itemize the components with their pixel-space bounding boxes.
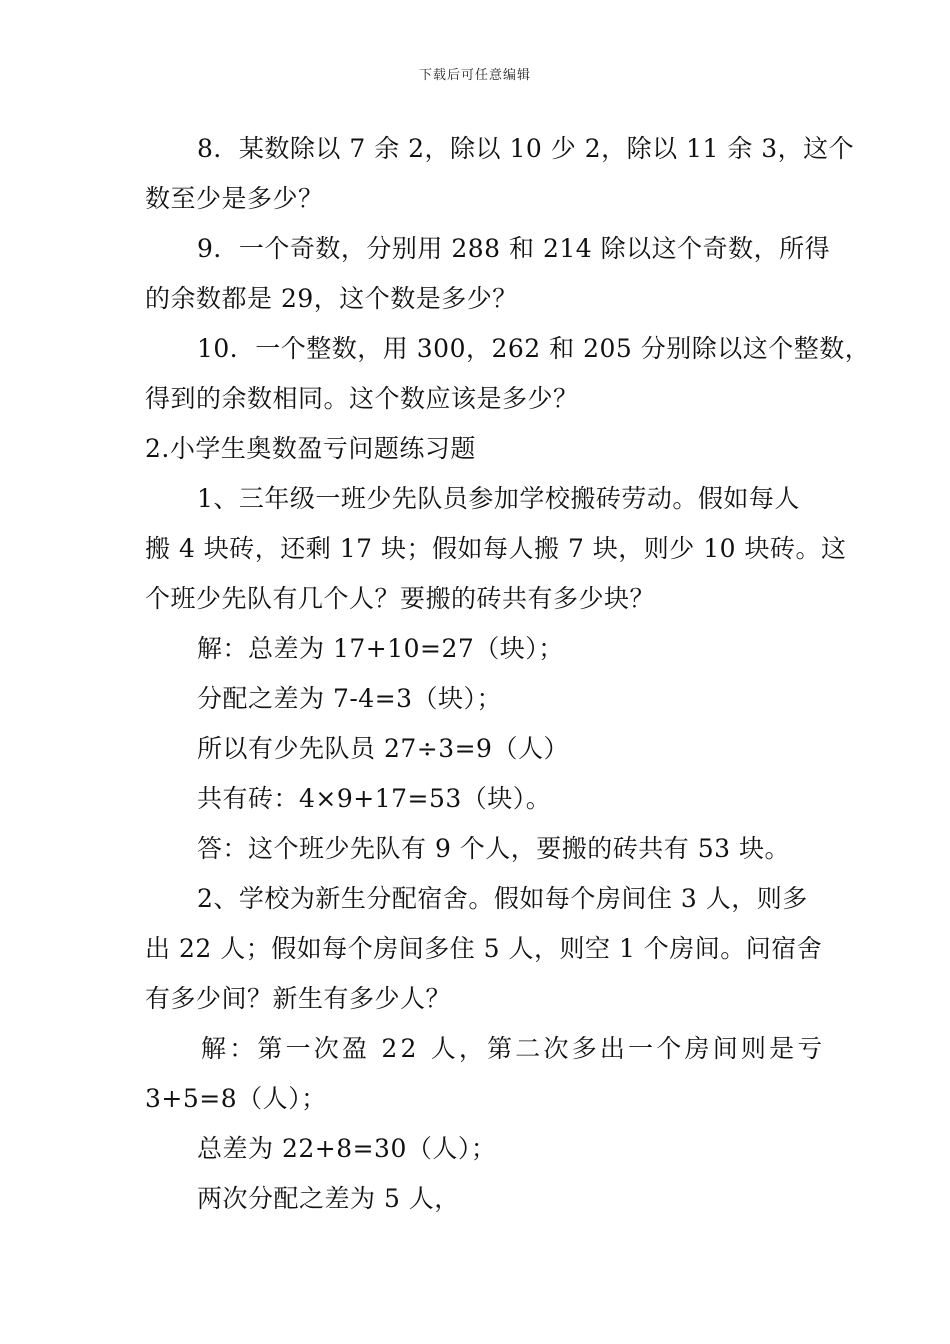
header-note: 下载后可任意编辑 [418, 68, 531, 83]
solution-2-step-1-cont: 3+5=8（人）； [145, 1084, 327, 1113]
question-2-line-3: 有多少间？新生有多少人？ [145, 984, 452, 1013]
solution-1-step-4: 共有砖：4×9+17=53（块）。 [197, 784, 552, 813]
solution-2-step-2: 总差为 22+8=30（人）； [197, 1134, 497, 1163]
question-2-line-1: 2、学校为新生分配宿舍。假如每个房间住 3 人，则多 [197, 884, 808, 913]
problem-10-line-2: 得到的余数相同。这个数应该是多少？ [145, 384, 579, 413]
question-2-line-2: 出 22 人；假如每个房间多住 5 人，则空 1 个房间。问宿舍 [145, 934, 823, 963]
question-1-line-3: 个班少先队有几个人？要搬的砖共有多少块？ [145, 584, 656, 613]
problem-8-line-1: 8．某数除以 7 余 2，除以 10 少 2，除以 11 余 3，这个 [197, 134, 855, 163]
problem-9-line-2: 的余数都是 29，这个数是多少？ [145, 284, 518, 313]
question-1-line-2: 搬 4 块砖，还剩 17 块；假如每人搬 7 块，则少 10 块砖。这 [145, 534, 847, 563]
problem-9-line-1: 9．一个奇数，分别用 288 和 214 除以这个奇数，所得 [197, 234, 831, 263]
answer-1: 答：这个班少先队有 9 个人，要搬的砖共有 53 块。 [197, 834, 791, 863]
solution-1-step-2: 分配之差为 7-4=3（块）； [197, 684, 503, 713]
question-1-line-1: 1、三年级一班少先队员参加学校搬砖劳动。假如每人 [197, 484, 800, 513]
section-heading: 2.小学生奥数盈亏问题练习题 [145, 434, 476, 463]
solution-2-step-3: 两次分配之差为 5 人， [197, 1184, 460, 1213]
solution-1-step-3: 所以有少先队员 27÷3=9（人） [197, 734, 569, 763]
solution-1-step-1: 解：总差为 17+10=27（块）； [197, 634, 564, 663]
document-body [145, 124, 871, 1224]
solution-2-step-1: 解：第一次盈 22 人，第二次多出一个房间则是亏 [201, 1034, 826, 1063]
problem-10-line-1: 10．一个整数，用 300，262 和 205 分别除以这个整数， [197, 334, 871, 363]
problem-8-line-2: 数至少是多少？ [145, 184, 324, 213]
